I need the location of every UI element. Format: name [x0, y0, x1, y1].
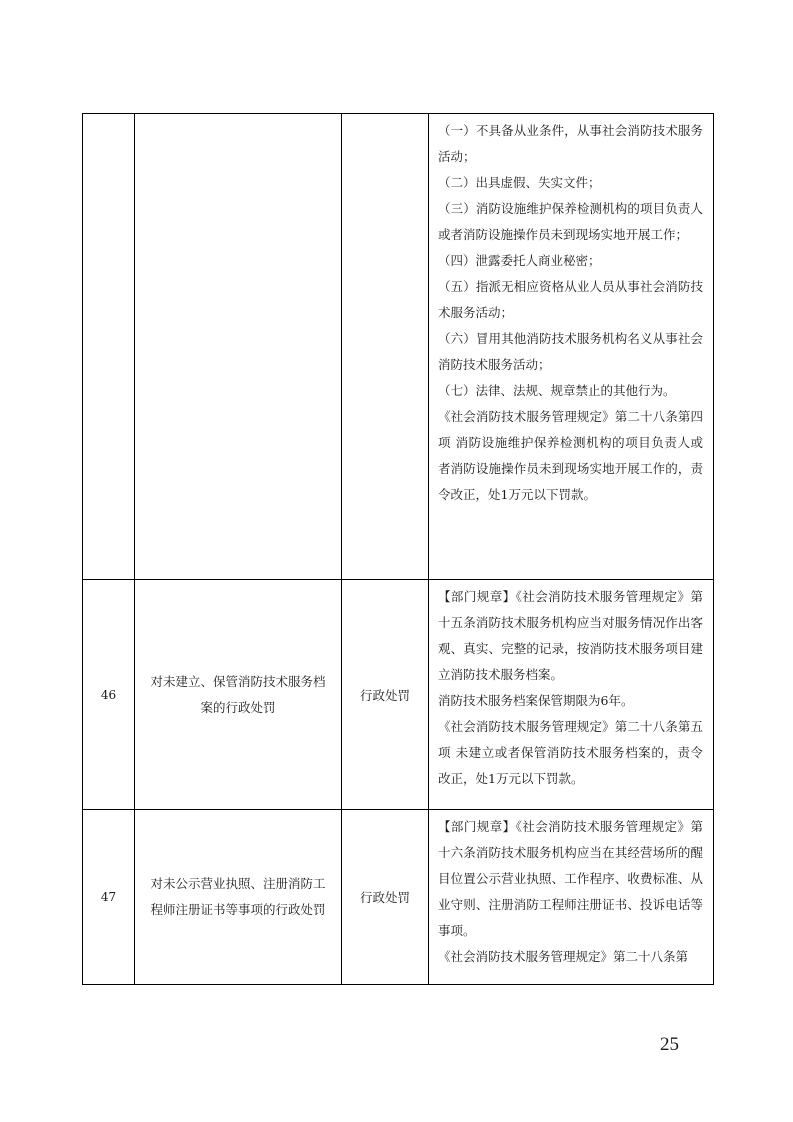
table-row: [83, 580, 714, 810]
basis-paragraph: 消防技术服务档案保管期限为6年。: [438, 693, 634, 708]
item-name: 对未公示营业执照、注册消防工程师注册证书等事项的行政处罚: [135, 810, 342, 985]
item-name: 对未建立、保管消防技术服务档案的行政处罚: [135, 580, 342, 810]
basis-paragraph: 【部门规章】《社会消防技术服务管理规定》第十五条消防技术服务机构应当对服务情况作出客观、真实、完整的记录，按消防技术服务项目建立消防技术服务档案。: [438, 589, 703, 682]
basis-paragraph: 《社会消防技术服务管理规定》第二十八条第五项 未建立或者保管消防技术服务档案的，责令改正，处1万元以下罚款。: [438, 719, 703, 786]
item-type: 行政处罚: [342, 810, 429, 985]
basis-paragraph: 《社会消防技术服务管理规定》第二十八条第: [438, 949, 689, 964]
basis-paragraph: （五）指派无相应资格从业人员从事社会消防技术服务活动；: [438, 279, 703, 320]
row-number: 47: [83, 810, 135, 985]
legal-basis-cell: [429, 810, 714, 985]
basis-paragraph: （二）出具虚假、失实文件；: [438, 175, 601, 190]
table-row: [83, 810, 714, 985]
basis-paragraph: （七）法律、法规、规章禁止的其他行为。: [438, 383, 676, 398]
basis-paragraph: （一）不具备从业条件，从事社会消防技术服务活动；: [438, 123, 703, 164]
legal-basis-cell: [429, 114, 714, 580]
item-type: [342, 114, 429, 580]
basis-paragraph: 《社会消防技术服务管理规定》第二十八条第四项 消防设施维护保养检测机构的项目负责人或者消防设施操作员未到现场实地开展工作的，责令改正，处1万元以下罚款。: [438, 409, 703, 502]
penalty-table: [82, 113, 714, 985]
item-name: [135, 114, 342, 580]
basis-paragraph: （三）消防设施维护保养检测机构的项目负责人或者消防设施操作员未到现场实地开展工作；: [438, 201, 703, 242]
row-number: [83, 114, 135, 580]
table-row: [83, 114, 714, 580]
basis-paragraph: （四）泄露委托人商业秘密；: [438, 253, 601, 268]
legal-basis-cell: [429, 580, 714, 810]
page-number: 25: [660, 1034, 679, 1055]
item-type: 行政处罚: [342, 580, 429, 810]
basis-paragraph: 【部门规章】《社会消防技术服务管理规定》第十六条消防技术服务机构应当在其经营场所的醒目位置公示营业执照、工作程序、收费标准、从业守则、注册消防工程师注册证书、投诉电话等事项。: [438, 819, 703, 938]
row-number: 46: [83, 580, 135, 810]
basis-paragraph: （六）冒用其他消防技术服务机构名义从事社会消防技术服务活动；: [438, 331, 703, 372]
